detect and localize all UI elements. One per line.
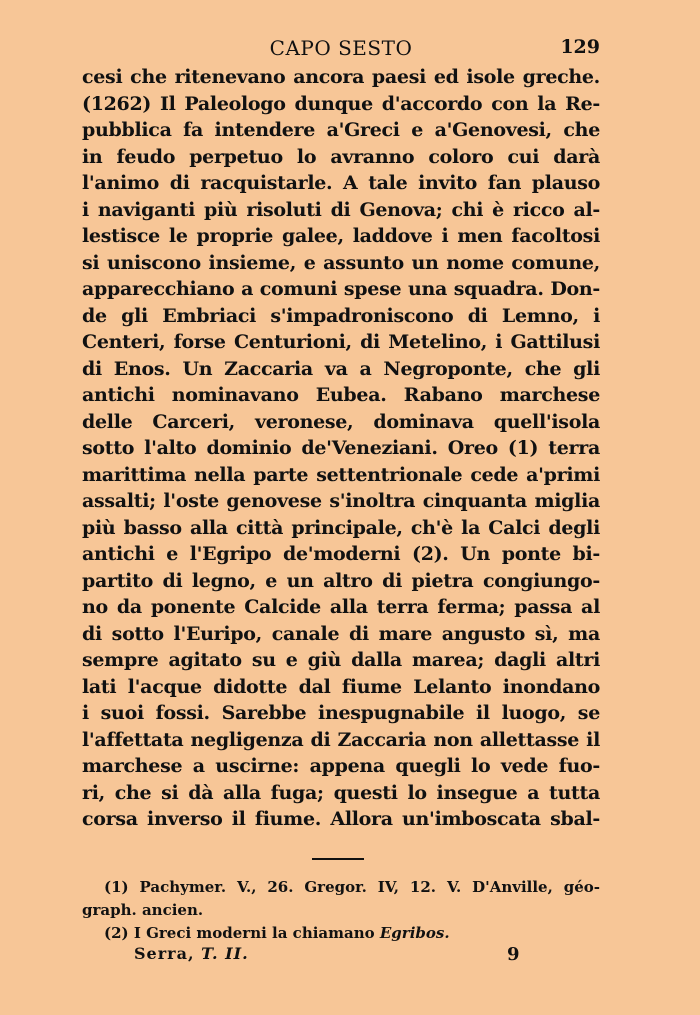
signature-line <box>134 944 534 970</box>
body-text <box>82 64 600 833</box>
text-line: i naviganti più risoluti di Genova; chi è ricco al- <box>82 198 600 221</box>
text-line: lati l'acque didotte dal fiume Lelanto inondano <box>82 675 600 698</box>
text-line: marchese a uscirne: appena quegli lo vede fuo- <box>82 755 600 777</box>
text-line: sotto l'alto dominio de'Veneziani. Oreo (1) terra <box>82 437 600 459</box>
text-line: pubblica fa intendere a'Greci e a'Genovesi, che <box>82 119 600 141</box>
footnote-2-italic: Egribos. <box>379 924 450 942</box>
text-line: assalti; l'oste genovese s'inoltra cinquanta miglia <box>82 490 600 512</box>
text-line: ri, che si dà alla fuga; questi lo insegue a tutta <box>82 781 600 804</box>
text-line: partito di legno, e un altro di pietra congiungo- <box>82 569 600 592</box>
chapter-title: CAPO SESTO <box>269 36 413 60</box>
footnote-2 <box>82 922 600 945</box>
footnote-1-line-1: (1) Pachymer. V., 26. Gregor. IV, 12. V. D'Anville, géo- <box>104 878 600 896</box>
text-line: apparecchiano a comuni spese una squadra. Don- <box>82 278 600 300</box>
text-line: no da ponente Calcide alla terra ferma; passa al <box>82 596 600 618</box>
text-line: l'affettata negligenza di Zaccaria non allettasse il <box>82 728 600 751</box>
page-number: 129 <box>560 36 600 58</box>
footnote-1-line-2: graph. ancien. <box>82 901 204 919</box>
text-line: i suoi fossi. Sarebbe inespugnabile il luogo, se <box>82 702 600 724</box>
signature-name: Serra, <box>134 944 195 963</box>
text-line: (1262) Il Paleologo dunque d'accordo con la Re- <box>82 92 600 115</box>
text-line: si uniscono insieme, e assunto un nome comune, <box>82 251 600 274</box>
text-line: antichi e l'Egripo de'moderni (2). Un ponte bi- <box>82 543 600 565</box>
text-line: corsa inverso il fiume. Allora un'imboscata sbal- <box>82 808 600 830</box>
text-line: in feudo perpetuo lo avranno coloro cui darà <box>82 145 600 168</box>
signature-volume: T. II. <box>201 944 249 963</box>
printer-signature <box>134 944 249 963</box>
text-line: cesi che ritenevano ancora paesi ed isole greche. <box>82 66 600 88</box>
text-line: antichi nominavano Eubea. Rabano marchese <box>82 384 600 406</box>
text-line: delle Carceri, veronese, dominava quell'isola <box>82 410 600 433</box>
text-line: più basso alla città principale, ch'è la Calci degli <box>82 516 600 539</box>
sheet-number: 9 <box>507 944 520 965</box>
text-line: sempre agitato su e giù dalla marea; dagli altri <box>82 649 600 671</box>
text-line: lestisce le proprie galee, laddove i men facoltosi <box>82 225 600 247</box>
text-line: di Enos. Un Zaccaria va a Negroponte, che gli <box>82 357 600 380</box>
text-line: l'animo di racquistarle. A tale invito fan plauso <box>82 172 600 194</box>
footnote-separator <box>312 858 364 860</box>
text-line: Centeri, forse Centurioni, di Metelino, i Gattilusi <box>82 331 600 353</box>
text-line: di sotto l'Euripo, canale di mare angusto sì, ma <box>82 622 600 645</box>
text-line: marittima nella parte settentrionale cede a'primi <box>82 463 600 486</box>
footnotes <box>82 876 600 945</box>
running-head <box>82 36 600 64</box>
footnote-2-text: (2) I Greci moderni la chiamano <box>104 924 375 942</box>
text-line: de gli Embriaci s'impadroniscono di Lemno, i <box>82 304 600 327</box>
